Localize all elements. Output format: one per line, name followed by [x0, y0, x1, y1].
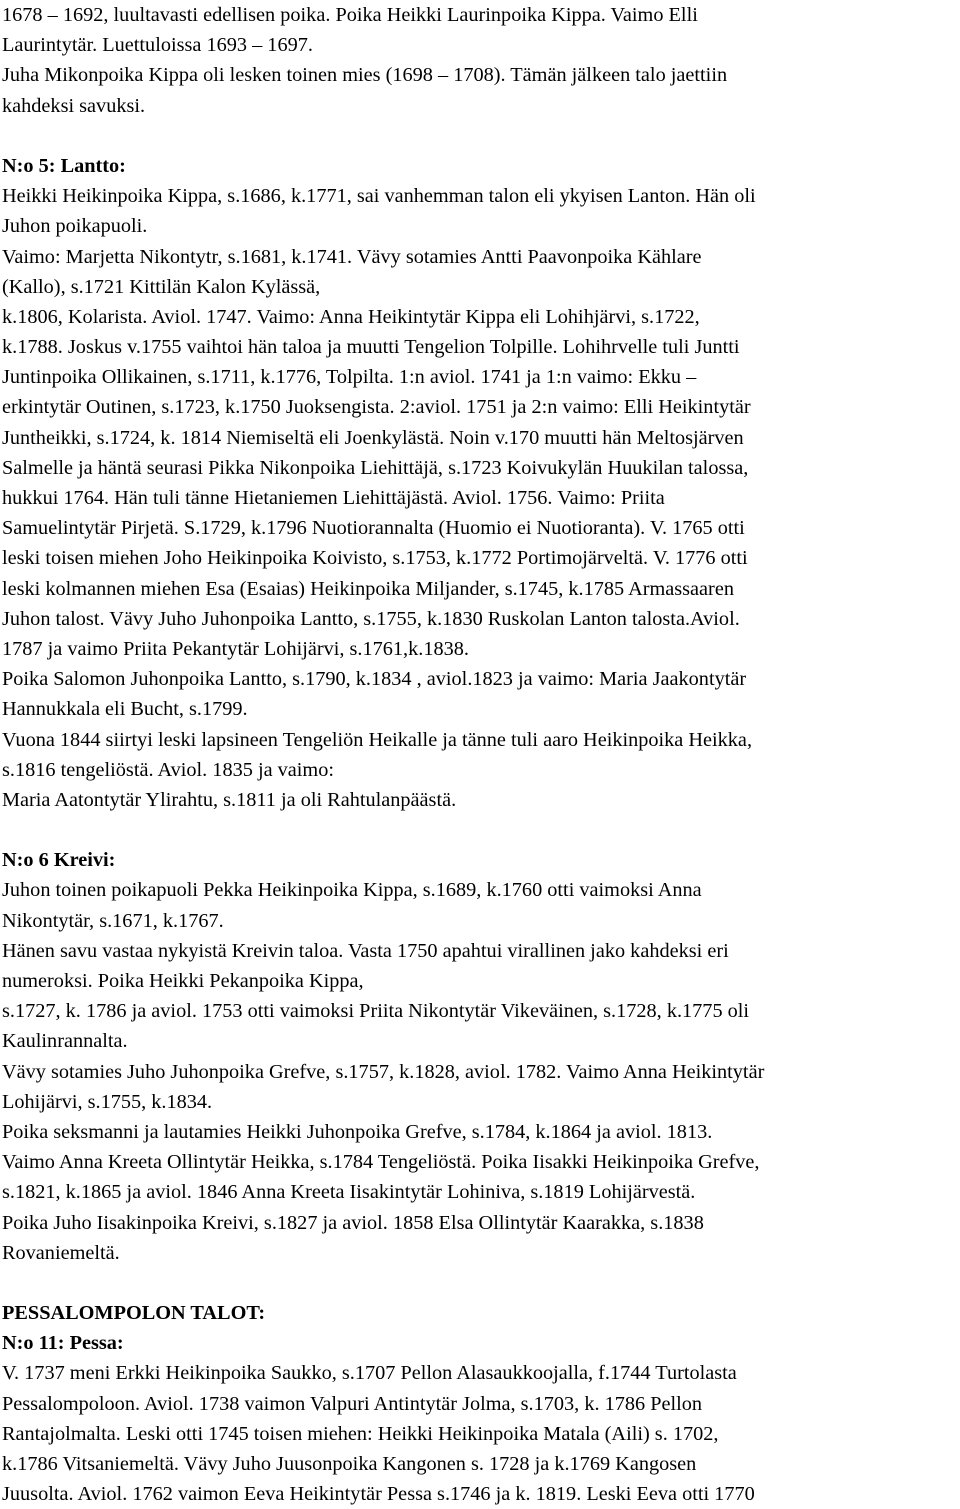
section-heading: PESSALOMPOLON TALOT: — [2, 1302, 266, 1325]
section-heading: N:o 11: Pessa: — [2, 1332, 124, 1355]
text-line: Heikki Heikinpoika Kippa, s.1686, k.1771, sai vanhemman talon eli ykyisen Lanton. Hän oli — [2, 185, 756, 208]
text-line: Rantajolmalta. Leski otti 1745 toisen miehen: Heikki Heikinpoika Matala (Aili) s. 1702, — [2, 1422, 719, 1445]
text-line: Vuona 1844 siirtyi leski lapsineen Tengeliön Heikalle ja tänne tuli aaro Heikinpoika Heikka, — [2, 728, 753, 751]
text-line: hukkui 1764. Hän tuli tänne Hietaniemen Liehittäjästä. Aviol. 1756. Vaimo: Priita — [2, 487, 665, 509]
text-line: V. 1737 meni Erkki Heikinpoika Saukko, s.1707 Pellon Alasaukkoojalla, f.1744 Turtolasta — [2, 1362, 737, 1385]
text-line: Samuelintytär Pirjetä. S.1729, k.1796 Nuotiorannalta (Huomio ei Nuotioranta). V. 1765 otti — [2, 517, 745, 540]
text-line: s.1816 tengeliöstä. Aviol. 1835 ja vaimo: — [2, 758, 334, 781]
text-line: s.1727, k. 1786 ja aviol. 1753 otti vaimoksi Priita Nikontytär Vikeväinen, s.1728, k.1775 oli — [2, 1000, 750, 1023]
text-line: Vaimo: Marjetta Nikontytr, s.1681, k.1741. Vävy sotamies Antti Paavonpoika Kählare — [2, 245, 702, 268]
text-line: Poika Juho Iisakinpoika Kreivi, s.1827 ja aviol. 1858 Elsa Ollintytär Kaarakka, s.1838 — [2, 1211, 704, 1234]
text-line: k.1806, Kolarista. Aviol. 1747. Vaimo: Anna Heikintytär Kippa eli Lohihjärvi, s.1722, — [2, 305, 700, 328]
text-line: Poika Salomon Juhonpoika Lantto, s.1790, k.1834 , aviol.1823 ja vaimo: Maria Jaakontytär — [2, 668, 747, 691]
document-page — [2, 0, 954, 1509]
text-line: erkintytär Outinen, s.1723, k.1750 Juoksengista. 2:aviol. 1751 ja 2:n vaimo: Elli Heikintytär — [2, 396, 751, 419]
text-line: 1678 – 1692, luultavasti edellisen poika. Poika Heikki Laurinpoika Kippa. Vaimo Elli — [2, 4, 698, 26]
text-line: Rovaniemeltä. — [2, 1241, 120, 1264]
text-line: Hannukkala eli Bucht, s.1799. — [2, 698, 248, 721]
text-line: Vaimo Anna Kreeta Ollintytär Heikka, s.1784 Tengeliöstä. Poika Iisakki Heikinpoika Grefve, — [2, 1151, 760, 1174]
section-heading: N:o 6 Kreivi: — [2, 849, 116, 872]
text-line: Laurintytär. Luettuloissa 1693 – 1697. — [2, 34, 313, 57]
text-line: k.1786 Vitsaniemeltä. Vävy Juho Juusonpoika Kangonen s. 1728 ja k.1769 Kangosen — [2, 1453, 697, 1475]
text-line: Salmelle ja häntä seurasi Pikka Nikonpoika Liehittäjä, s.1723 Koivukylän Huukilan talossa, — [2, 456, 749, 479]
text-line: Juhon talost. Vävy Juho Juhonpoika Lantto, s.1755, k.1830 Ruskolan Lanton talosta.Aviol. — [2, 607, 740, 630]
text-line: numeroksi. Poika Heikki Pekanpoika Kippa, — [2, 970, 364, 992]
text-line: Maria Aatontytär Ylirahtu, s.1811 ja oli Rahtulanpäästä. — [2, 788, 457, 811]
text-line: Juhon poikapuoli. — [2, 215, 148, 238]
section-heading: N:o 5: Lantto: — [2, 154, 126, 177]
text-line: Nikontytär, s.1671, k.1767. — [2, 909, 224, 932]
text-line: leski kolmannen miehen Esa (Esaias) Heikinpoika Miljander, s.1745, k.1785 Armassaaren — [2, 577, 734, 600]
text-line: k.1788. Joskus v.1755 vaihtoi hän taloa ja muutti Tengelion Tolpille. Lohihrvelle tuli Juntti — [2, 336, 740, 359]
text-line: Pessalompoloon. Aviol. 1738 vaimon Valpuri Antintytär Jolma, s.1703, k. 1786 Pellon — [2, 1392, 703, 1415]
text-line: s.1821, k.1865 ja aviol. 1846 Anna Kreeta Iisakintytär Lohiniva, s.1819 Lohijärvestä. — [2, 1181, 696, 1204]
text-line: 1787 ja vaimo Priita Pekantytär Lohijärvi, s.1761,k.1838. — [2, 637, 469, 660]
text-line: (Kallo), s.1721 Kittilän Kalon Kylässä, — [2, 275, 321, 298]
text-line: Juntheikki, s.1724, k. 1814 Niemiseltä eli Joenkylästä. Noin v.170 muutti hän Meltosjärven — [2, 426, 744, 449]
text-line: Hänen savu vastaa nykyistä Kreivin taloa. Vasta 1750 apahtui virallinen jako kahdeksi eri — [2, 939, 729, 962]
text-line: leski toisen miehen Joho Heikinpoika Koivisto, s.1753, k.1772 Portimojärveltä. V. 1776 otti — [2, 547, 748, 570]
text-line: Vävy sotamies Juho Juhonpoika Grefve, s.1757, k.1828, aviol. 1782. Vaimo Anna Heikintytär — [2, 1060, 765, 1083]
blank-line — [2, 815, 954, 845]
text-line: Poika seksmanni ja lautamies Heikki Juhonpoika Grefve, s.1784, k.1864 ja aviol. 1813. — [2, 1120, 713, 1143]
text-line: Juha Mikonpoika Kippa oli lesken toinen mies (1698 – 1708). Tämän jälkeen talo jaettiin — [2, 64, 728, 87]
text-line: Juhon toinen poikapuoli Pekka Heikinpoika Kippa, s.1689, k.1760 otti vaimoksi Anna — [2, 879, 702, 902]
text-line: kahdeksi savuksi. — [2, 94, 146, 117]
blank-line — [2, 1268, 954, 1298]
text-line: Lohijärvi, s.1755, k.1834. — [2, 1090, 213, 1113]
text-line: Juntinpoika Ollikainen, s.1711, k.1776, Tolpilta. 1:n aviol. 1741 ja 1:n vaimo: Ekku – — [2, 366, 697, 389]
text-line: Kaulinrannalta. — [2, 1030, 128, 1053]
text-line: Juusolta. Aviol. 1762 vaimon Eeva Heikintytär Pessa s.1746 ja k. 1819. Leski Eeva otti 1770 — [2, 1483, 755, 1506]
blank-line — [2, 121, 954, 151]
